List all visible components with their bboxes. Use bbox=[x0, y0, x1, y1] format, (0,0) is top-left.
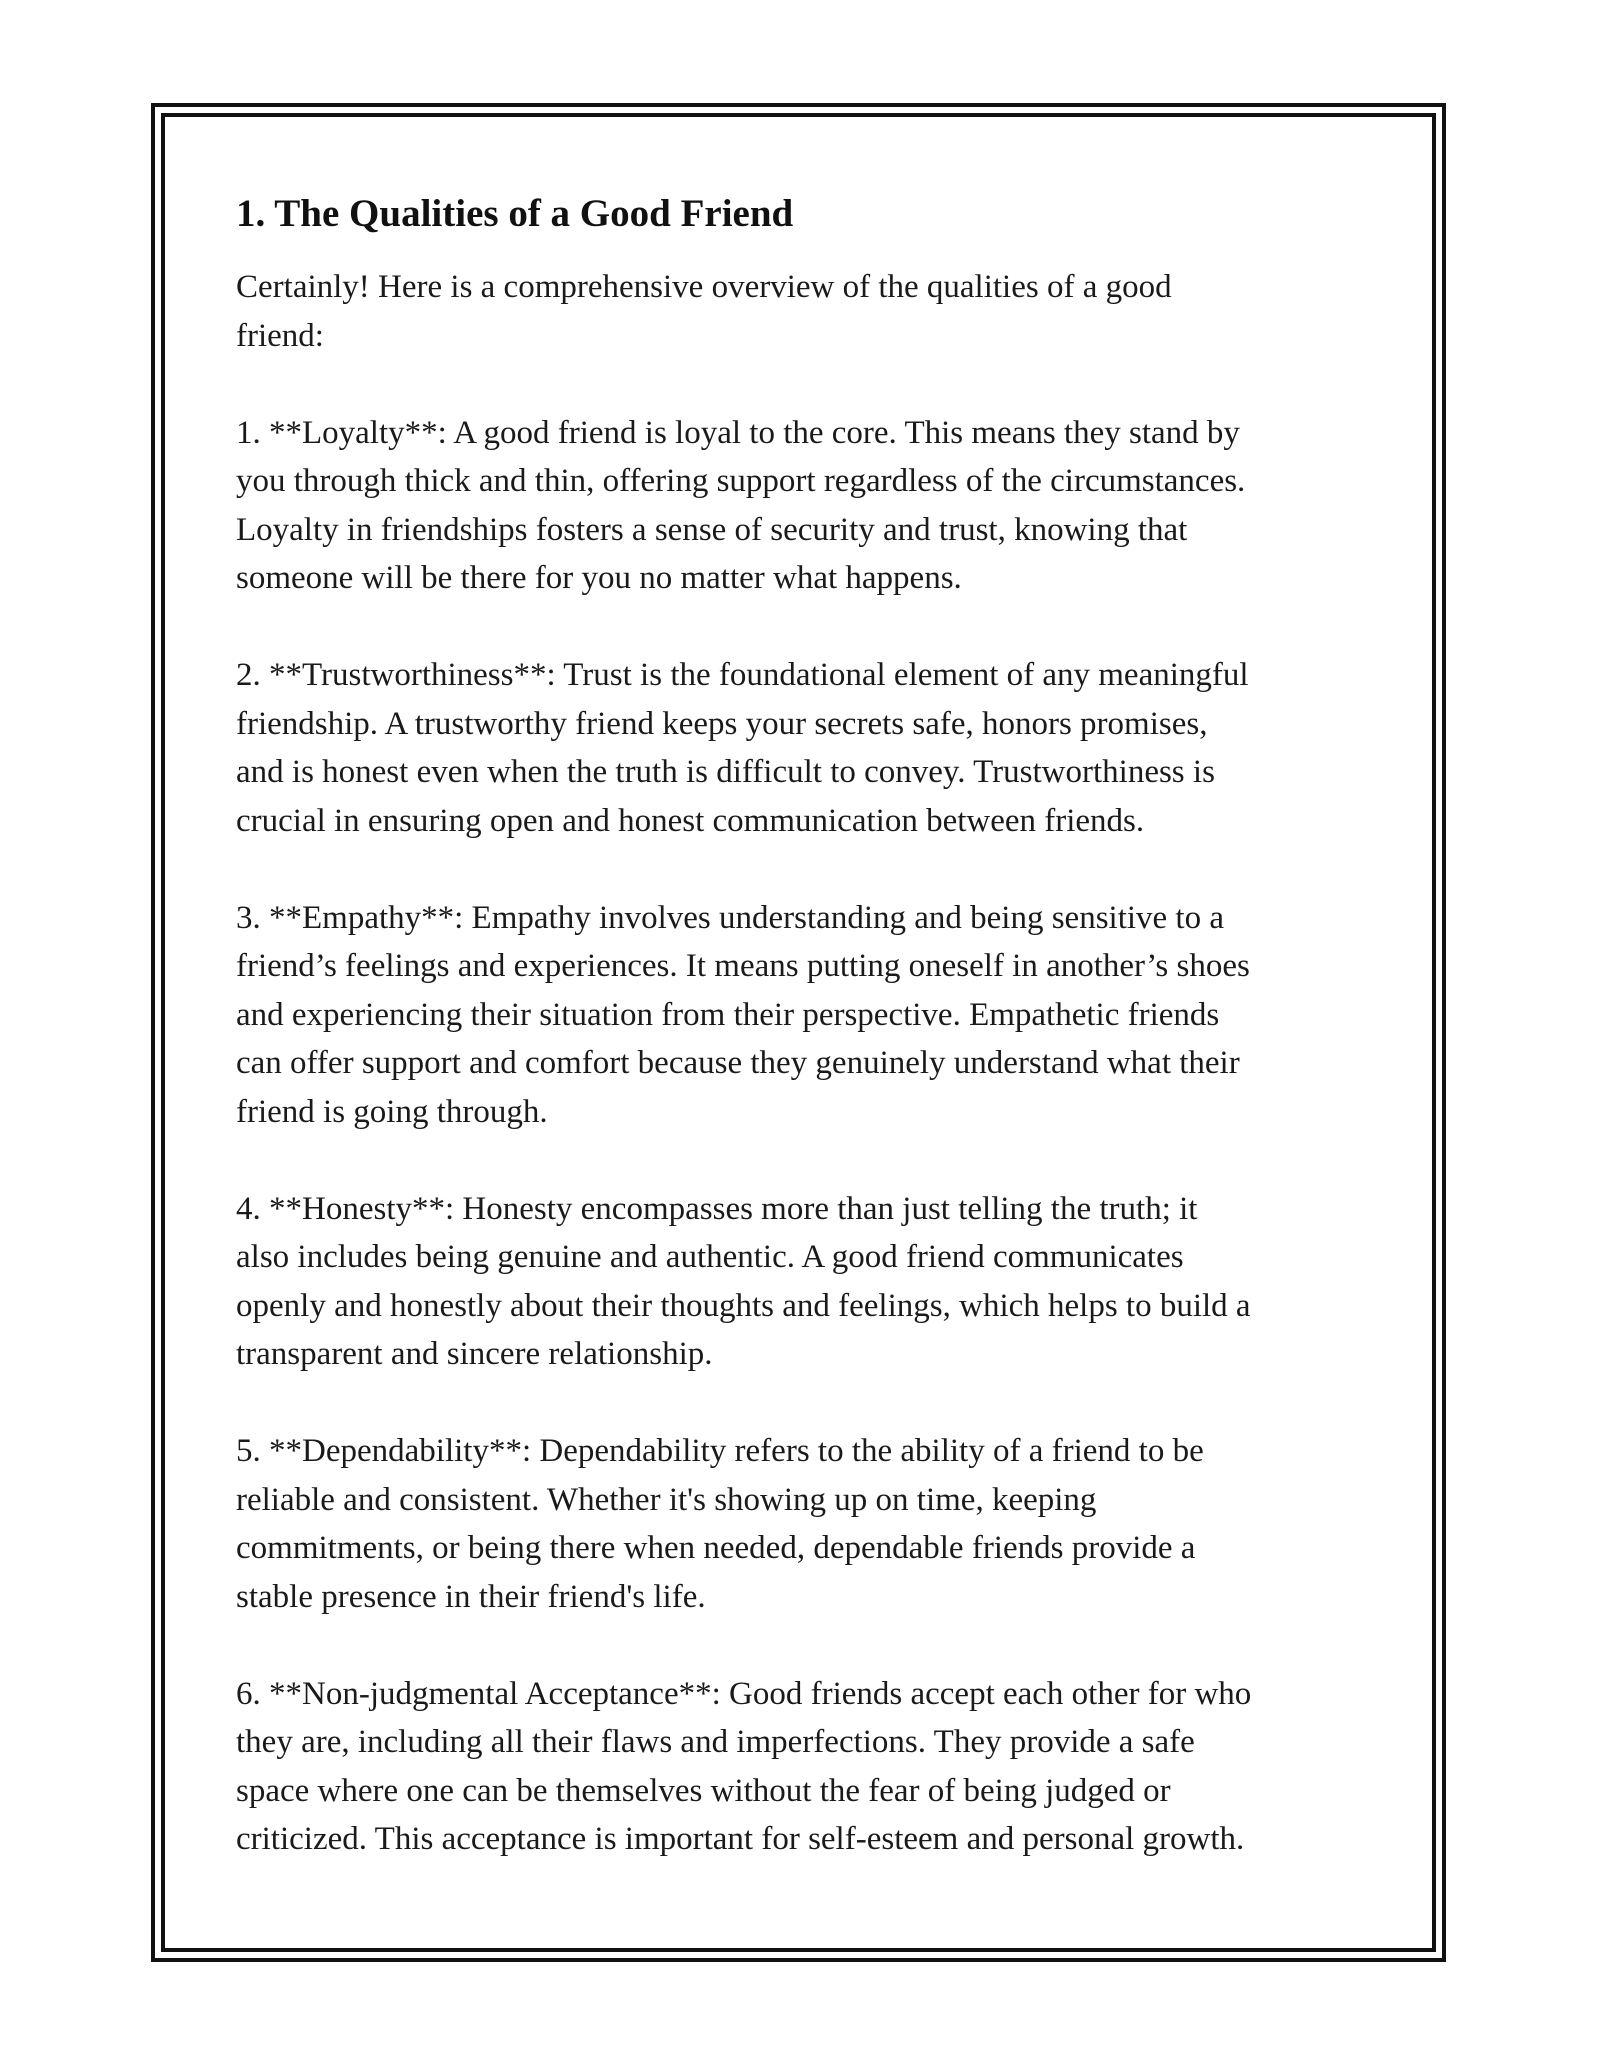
list-item-acceptance: 6. **Non-judgmental Acceptance**: Good friends accept each other for who they are, including all their flaws and imperfections. They provide a safe space where one can be themselves without the fear of being judged or criticized. This acceptance is important for self-esteem and personal growth. bbox=[236, 1675, 1252, 1857]
list-item-trustworthiness: 2. **Trustworthiness**: Trust is the foundational element of any meaningful friendship. A trustworthy friend keeps your secrets safe, honors promises, and is honest even when the truth is difficult to convey. Trustworthiness is crucial in ensuring open and honest communication between friends. bbox=[236, 657, 1249, 839]
list-item-honesty: 4. **Honesty**: Honesty encompasses more than just telling the truth; it also includes being genuine and authentic. A good friend communicates openly and honestly about their thoughts and feelings, which helps to build a transparent and sincere relationship. bbox=[236, 1190, 1251, 1372]
list-item-dependability: 5. **Dependability**: Dependability refers to the ability of a friend to be reliable and consistent. Whether it's showing up on time, keeping commitments, or being there when needed, dependable friends provide a stable presence in their friend's life. bbox=[236, 1433, 1204, 1615]
list-item-loyalty: 1. **Loyalty**: A good friend is loyal to the core. This means they stand by you through thick and thin, offering support regardless of the circumstances. Loyalty in friendships fosters a sense of security and trust, knowing that someone will be there for you no matter what happens. bbox=[236, 414, 1246, 596]
list-item-empathy: 3. **Empathy**: Empathy involves understanding and being sensitive to a friend’s feelings and experiences. It means putting oneself in another’s shoes and experiencing their situation from their perspective. Empathetic friends can offer support and comfort because they genuinely understand what their friend is going through. bbox=[236, 899, 1250, 1130]
document-body bbox=[236, 185, 1376, 1864]
intro-paragraph: Certainly! Here is a comprehensive overview of the qualities of a good friend: bbox=[236, 269, 1172, 354]
document-heading: 1. The Qualities of a Good Friend bbox=[236, 192, 794, 235]
